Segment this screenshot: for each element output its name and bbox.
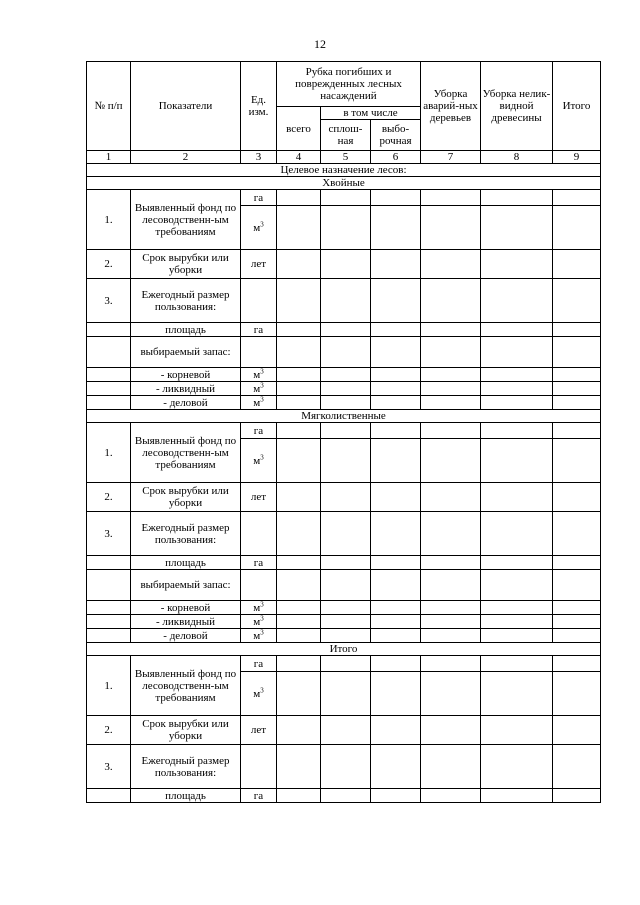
empty-cell: [553, 629, 601, 643]
empty-cell: [553, 745, 601, 789]
column-number: 3: [241, 151, 277, 164]
unit-exponent: 3: [260, 219, 264, 228]
empty-cell: [371, 629, 421, 643]
indicator-business-stock: - деловой: [131, 629, 241, 643]
empty-cell: [481, 382, 553, 396]
table-row: [87, 512, 601, 556]
empty-cell: [371, 745, 421, 789]
row-number: 2.: [87, 250, 131, 279]
empty-cell: [481, 190, 553, 206]
empty-cell: [321, 279, 371, 323]
table-row: [87, 570, 601, 601]
column-number: 4: [277, 151, 321, 164]
unit-symbol: м: [253, 454, 261, 467]
empty-cell: [87, 556, 131, 570]
empty-cell: [321, 789, 371, 803]
header-unmarketable-wood: Уборка нелик-видной древесины: [481, 62, 553, 151]
indicator-root-stock: - корневой: [131, 368, 241, 382]
empty-cell: [481, 512, 553, 556]
empty-cell: [371, 250, 421, 279]
empty-cell: [371, 439, 421, 483]
empty-cell: [481, 716, 553, 745]
empty-cell: [321, 556, 371, 570]
empty-cell: [481, 672, 553, 716]
empty-cell: [371, 656, 421, 672]
report-body: [87, 62, 601, 803]
empty-cell: [241, 745, 277, 789]
empty-cell: [321, 190, 371, 206]
forest-purpose-label: Целевое назначение лесов:: [87, 164, 601, 177]
indicator-revealed-fund: Выявленный фонд по лесоводственн-ым требованиям: [131, 423, 241, 483]
row-number: 2.: [87, 483, 131, 512]
empty-cell: [481, 250, 553, 279]
empty-cell: [321, 206, 371, 250]
unit-cubic-meters: [241, 382, 277, 396]
empty-cell: [321, 512, 371, 556]
empty-cell: [421, 250, 481, 279]
empty-cell: [371, 396, 421, 410]
empty-cell: [553, 556, 601, 570]
table-row: [87, 410, 601, 423]
empty-cell: [241, 570, 277, 601]
empty-cell: [277, 629, 321, 643]
empty-cell: [553, 615, 601, 629]
empty-cell: [371, 190, 421, 206]
empty-cell: [87, 629, 131, 643]
table-row: [87, 556, 601, 570]
empty-cell: [321, 382, 371, 396]
empty-cell: [481, 556, 553, 570]
empty-cell: [481, 615, 553, 629]
empty-cell: [371, 672, 421, 716]
empty-cell: [87, 396, 131, 410]
empty-cell: [87, 323, 131, 337]
empty-cell: [371, 323, 421, 337]
header-number: № п/п: [87, 62, 131, 151]
row-number: 1.: [87, 656, 131, 716]
indicator-annual-usage: Ежегодный размер пользования:: [131, 745, 241, 789]
table-row: [87, 656, 601, 672]
unit-years: лет: [241, 483, 277, 512]
empty-cell: [277, 382, 321, 396]
indicator-selected-stock: выбираемый запас:: [131, 570, 241, 601]
empty-cell: [371, 382, 421, 396]
empty-cell: [553, 512, 601, 556]
unit-hectares: га: [241, 423, 277, 439]
unit-exponent: 3: [260, 614, 264, 622]
unit-years: лет: [241, 716, 277, 745]
empty-cell: [481, 423, 553, 439]
empty-cell: [553, 190, 601, 206]
empty-cell: [421, 206, 481, 250]
empty-cell: [481, 789, 553, 803]
section-title: Мягколиственные: [87, 410, 601, 423]
empty-cell: [277, 483, 321, 512]
empty-cell: [241, 279, 277, 323]
empty-cell: [371, 789, 421, 803]
empty-cell: [277, 279, 321, 323]
unit-cubic-meters: [241, 368, 277, 382]
empty-cell: [321, 672, 371, 716]
empty-cell: [321, 716, 371, 745]
empty-cell: [277, 250, 321, 279]
table-row: [87, 368, 601, 382]
column-number: 2: [131, 151, 241, 164]
empty-cell: [421, 512, 481, 556]
report-table: [86, 61, 601, 803]
column-number: 7: [421, 151, 481, 164]
empty-cell: [553, 601, 601, 615]
empty-cell: [321, 656, 371, 672]
empty-cell: [87, 337, 131, 368]
empty-cell: [277, 615, 321, 629]
empty-cell: [277, 601, 321, 615]
empty-cell: [277, 745, 321, 789]
empty-cell: [421, 745, 481, 789]
empty-cell: [481, 323, 553, 337]
empty-cell: [321, 615, 371, 629]
column-number: 8: [481, 151, 553, 164]
header-selective-felling: выбо-рочная: [371, 120, 421, 151]
header-total: Итого: [553, 62, 601, 151]
unit-exponent: 3: [260, 367, 264, 375]
empty-cell: [321, 439, 371, 483]
row-number: 3.: [87, 279, 131, 323]
table-row: [87, 615, 601, 629]
indicator-selected-stock: выбираемый запас:: [131, 337, 241, 368]
unit-cubic-meters: [241, 672, 277, 716]
empty-cell: [321, 423, 371, 439]
indicator-root-stock: - корневой: [131, 601, 241, 615]
row-number: 1.: [87, 190, 131, 250]
unit-hectares: га: [241, 190, 277, 206]
unit-exponent: 3: [260, 685, 264, 694]
empty-cell: [421, 615, 481, 629]
empty-cell: [371, 512, 421, 556]
empty-cell: [321, 396, 371, 410]
empty-cell: [321, 250, 371, 279]
empty-cell: [321, 368, 371, 382]
table-row: [87, 716, 601, 745]
empty-cell: [421, 279, 481, 323]
empty-cell: [421, 601, 481, 615]
unit-symbol: м: [253, 601, 261, 614]
empty-cell: [241, 512, 277, 556]
empty-cell: [553, 656, 601, 672]
empty-cell: [421, 423, 481, 439]
empty-cell: [421, 672, 481, 716]
table-row: [87, 337, 601, 368]
unit-symbol: м: [253, 615, 261, 628]
empty-cell: [87, 382, 131, 396]
indicator-term: Срок вырубки или уборки: [131, 716, 241, 745]
table-row: [87, 190, 601, 206]
header-indicators: Показатели: [131, 62, 241, 151]
empty-cell: [277, 672, 321, 716]
unit-symbol: м: [253, 629, 261, 642]
empty-cell: [553, 250, 601, 279]
unit-exponent: 3: [260, 381, 264, 389]
empty-cell: [371, 279, 421, 323]
indicator-liquid-stock: - ликвидный: [131, 382, 241, 396]
empty-cell: [421, 396, 481, 410]
empty-cell: [553, 716, 601, 745]
empty-cell: [277, 439, 321, 483]
empty-cell: [481, 206, 553, 250]
empty-cell: [321, 629, 371, 643]
empty-cell: [371, 206, 421, 250]
table-row: [87, 745, 601, 789]
empty-cell: [553, 570, 601, 601]
header-emergency-trees: Уборка аварий-ных деревьев: [421, 62, 481, 151]
unit-cubic-meters: [241, 396, 277, 410]
empty-cell: [421, 382, 481, 396]
indicator-annual-usage: Ежегодный размер пользования:: [131, 279, 241, 323]
table-row: [87, 279, 601, 323]
empty-cell: [371, 423, 421, 439]
empty-cell: [481, 368, 553, 382]
unit-symbol: м: [253, 396, 261, 409]
header-felling: Рубка погибших и поврежденных лесных насаждений: [277, 62, 421, 107]
row-number: 3.: [87, 512, 131, 556]
empty-cell: [553, 337, 601, 368]
indicator-liquid-stock: - ликвидный: [131, 615, 241, 629]
empty-cell: [553, 483, 601, 512]
row-number: 1.: [87, 423, 131, 483]
column-number: 1: [87, 151, 131, 164]
empty-cell: [481, 337, 553, 368]
empty-cell: [421, 629, 481, 643]
table-row: [87, 382, 601, 396]
empty-cell: [421, 656, 481, 672]
empty-cell: [553, 382, 601, 396]
unit-exponent: 3: [260, 600, 264, 608]
empty-cell: [277, 423, 321, 439]
empty-cell: [421, 483, 481, 512]
unit-symbol: м: [253, 382, 261, 395]
column-number: 5: [321, 151, 371, 164]
empty-cell: [241, 337, 277, 368]
unit-cubic-meters: [241, 601, 277, 615]
unit-exponent: 3: [260, 452, 264, 461]
empty-cell: [553, 672, 601, 716]
empty-cell: [321, 745, 371, 789]
section-title: Хвойные: [87, 177, 601, 190]
column-number: 6: [371, 151, 421, 164]
row-number: 2.: [87, 716, 131, 745]
empty-cell: [371, 337, 421, 368]
empty-cell: [553, 396, 601, 410]
empty-cell: [481, 439, 553, 483]
empty-cell: [553, 279, 601, 323]
empty-cell: [481, 745, 553, 789]
table-row: [87, 629, 601, 643]
empty-cell: [553, 423, 601, 439]
table-row: [87, 423, 601, 439]
empty-cell: [481, 601, 553, 615]
indicator-term: Срок вырубки или уборки: [131, 250, 241, 279]
empty-cell: [321, 570, 371, 601]
empty-cell: [87, 570, 131, 601]
empty-cell: [87, 615, 131, 629]
header-felling-total: всего: [277, 107, 321, 151]
unit-exponent: 3: [260, 628, 264, 636]
table-row: [87, 643, 601, 656]
column-number: 9: [553, 151, 601, 164]
table-row: [87, 601, 601, 615]
unit-cubic-meters: [241, 629, 277, 643]
header-including: в том числе: [321, 107, 421, 120]
indicator-area: площадь: [131, 323, 241, 337]
empty-cell: [87, 368, 131, 382]
empty-cell: [421, 570, 481, 601]
empty-cell: [371, 601, 421, 615]
unit-cubic-meters: [241, 206, 277, 250]
empty-cell: [277, 368, 321, 382]
empty-cell: [481, 279, 553, 323]
empty-cell: [277, 206, 321, 250]
unit-hectares: га: [241, 323, 277, 337]
table-row: [87, 250, 601, 279]
unit-cubic-meters: [241, 439, 277, 483]
empty-cell: [371, 615, 421, 629]
empty-cell: [277, 716, 321, 745]
empty-cell: [421, 368, 481, 382]
empty-cell: [87, 601, 131, 615]
empty-cell: [277, 570, 321, 601]
empty-cell: [277, 789, 321, 803]
empty-cell: [371, 483, 421, 512]
empty-cell: [421, 439, 481, 483]
empty-cell: [481, 629, 553, 643]
empty-cell: [481, 483, 553, 512]
table-row: [87, 396, 601, 410]
indicator-area: площадь: [131, 556, 241, 570]
empty-cell: [371, 570, 421, 601]
empty-cell: [277, 337, 321, 368]
empty-cell: [553, 323, 601, 337]
header-clear-felling: сплош-ная: [321, 120, 371, 151]
empty-cell: [553, 368, 601, 382]
unit-cubic-meters: [241, 615, 277, 629]
empty-cell: [277, 512, 321, 556]
table-row: [87, 789, 601, 803]
unit-hectares: га: [241, 656, 277, 672]
unit-hectares: га: [241, 789, 277, 803]
empty-cell: [321, 483, 371, 512]
empty-cell: [321, 323, 371, 337]
empty-cell: [371, 368, 421, 382]
unit-symbol: м: [253, 368, 261, 381]
indicator-revealed-fund: Выявленный фонд по лесоводственн-ым требованиям: [131, 656, 241, 716]
empty-cell: [553, 206, 601, 250]
empty-cell: [277, 656, 321, 672]
unit-exponent: 3: [260, 395, 264, 403]
empty-cell: [421, 789, 481, 803]
empty-cell: [87, 789, 131, 803]
empty-cell: [277, 556, 321, 570]
indicator-term: Срок вырубки или уборки: [131, 483, 241, 512]
empty-cell: [371, 716, 421, 745]
empty-cell: [321, 601, 371, 615]
empty-cell: [277, 190, 321, 206]
table-row: [87, 323, 601, 337]
unit-hectares: га: [241, 556, 277, 570]
table-row: [87, 177, 601, 190]
empty-cell: [481, 656, 553, 672]
indicator-annual-usage: Ежегодный размер пользования:: [131, 512, 241, 556]
empty-cell: [277, 396, 321, 410]
indicator-business-stock: - деловой: [131, 396, 241, 410]
table-row: [87, 483, 601, 512]
header-unit: Ед. изм.: [241, 62, 277, 151]
empty-cell: [421, 190, 481, 206]
unit-symbol: м: [253, 687, 261, 700]
empty-cell: [421, 716, 481, 745]
unit-symbol: м: [253, 221, 261, 234]
empty-cell: [321, 337, 371, 368]
row-number: 3.: [87, 745, 131, 789]
empty-cell: [421, 556, 481, 570]
empty-cell: [553, 789, 601, 803]
empty-cell: [371, 556, 421, 570]
empty-cell: [277, 323, 321, 337]
page-number: 12: [314, 37, 326, 51]
indicator-area: площадь: [131, 789, 241, 803]
empty-cell: [481, 396, 553, 410]
empty-cell: [553, 439, 601, 483]
empty-cell: [481, 570, 553, 601]
empty-cell: [421, 337, 481, 368]
unit-years: лет: [241, 250, 277, 279]
section-title: Итого: [87, 643, 601, 656]
indicator-revealed-fund: Выявленный фонд по лесоводственн-ым требованиям: [131, 190, 241, 250]
empty-cell: [421, 323, 481, 337]
